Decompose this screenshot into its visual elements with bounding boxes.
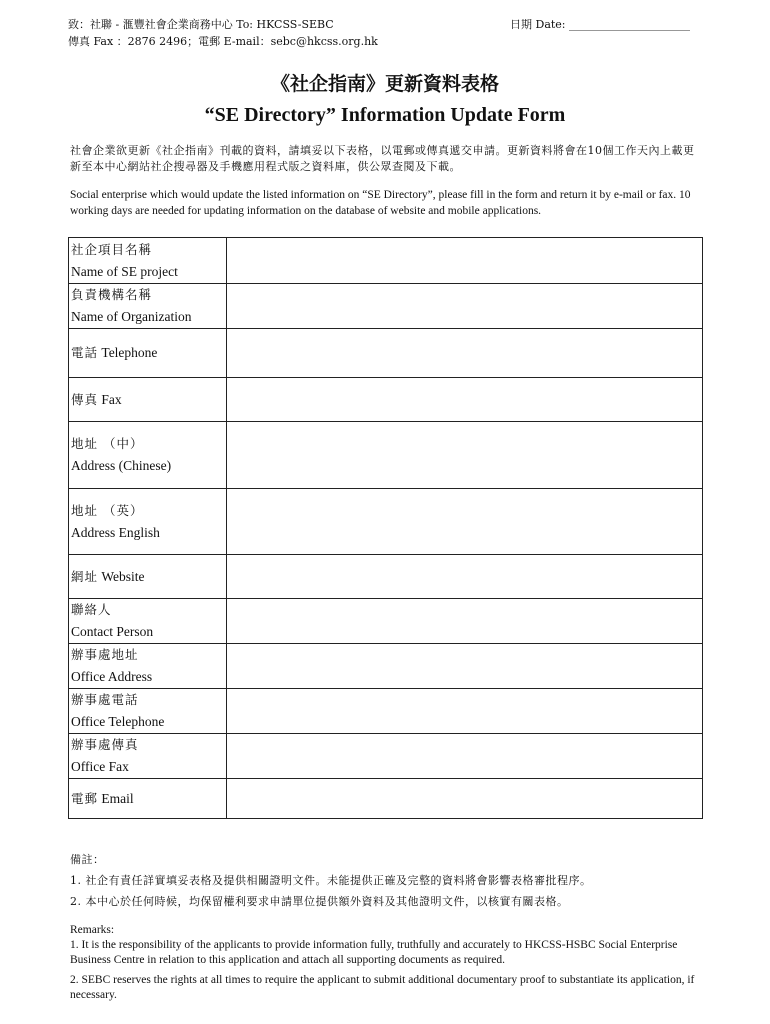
form-input-cell[interactable]	[227, 644, 703, 689]
form-row-office-telephone	[69, 689, 703, 734]
form-row-address-chinese	[69, 422, 703, 489]
label-zh: 辦事處傳真	[71, 737, 139, 752]
form-label	[69, 378, 227, 422]
form-label	[69, 734, 227, 779]
form-row-contact-person	[69, 599, 703, 644]
label-en: Address English	[71, 524, 160, 540]
form-input-cell[interactable]	[227, 238, 703, 284]
label-zh: 負責機構名稱	[71, 287, 153, 302]
form-label	[69, 422, 227, 489]
form-label	[69, 689, 227, 734]
label-en: Email	[101, 790, 134, 806]
label-zh: 電郵	[71, 790, 99, 806]
form-row-email	[69, 779, 703, 819]
label-en: Address (Chinese)	[71, 458, 172, 473]
remarks-item: 2. 本中心於任何時候，均保留權利要求申請單位提供額外資料及其他證明文件，以核實有關表格。	[70, 895, 569, 908]
label-en: Contact Person	[71, 624, 154, 639]
label-zh: 電話	[71, 345, 99, 360]
label-zh: 地址 （英）	[71, 502, 144, 518]
form-input-cell[interactable]	[227, 489, 703, 555]
form-label	[69, 238, 227, 284]
contact-line: 傳真 Fax ：2876 2496；電郵 E-mail：sebc@hkcss.org.hk	[68, 35, 378, 48]
label-en: Name of Organization	[71, 309, 192, 324]
form-row-organization	[69, 284, 703, 329]
remarks-heading-zh: 備註：	[70, 853, 105, 866]
recipient-line: 致：社聯 - 滙豐社會企業商務中心 To: HKCSS-SEBC	[68, 18, 334, 31]
form-label	[69, 284, 227, 329]
form-row-address-english	[69, 489, 703, 555]
form-input-cell[interactable]	[227, 689, 703, 734]
form-row-website	[69, 555, 703, 599]
label-en: Fax	[101, 391, 122, 407]
label-en: Office Address	[71, 669, 153, 684]
update-form-table	[68, 237, 703, 819]
label-zh: 傳真	[71, 391, 99, 407]
form-label	[69, 329, 227, 378]
label-zh: 辦事處電話	[71, 692, 139, 707]
label-zh: 辦事處地址	[71, 647, 139, 662]
form-input-cell[interactable]	[227, 284, 703, 329]
form-label	[69, 489, 227, 555]
label-en: Office Fax	[71, 759, 129, 774]
form-label	[69, 779, 227, 819]
label-zh: 地址 （中）	[71, 436, 144, 451]
label-en: Telephone	[101, 345, 158, 360]
intro-chinese: 社會企業欲更新《社企指南》刊載的資料，請填妥以下表格，以電郵或傳真遞交申請。更新資料將會在10個工作天內上載更新至本中心網站社企搜尋器及手機應用程式版之資料庫，供公眾查閱及下載。	[70, 144, 695, 173]
form-input-cell[interactable]	[227, 779, 703, 819]
remarks-heading-en: Remarks:	[70, 924, 115, 936]
form-input-cell[interactable]	[227, 329, 703, 378]
form-label	[69, 644, 227, 689]
label-en: Website	[101, 568, 145, 584]
form-label	[69, 555, 227, 599]
label-zh: 網址	[71, 568, 99, 584]
form-row-telephone	[69, 329, 703, 378]
remarks-item: 1. It is the responsibility of the applicants to provide information fully, truthfully and accurately to HKCSS-HSBC Social Enterprise Business Centre in relation to this application and attach all supporting documents as required.	[70, 939, 678, 966]
remarks-chinese	[70, 852, 702, 915]
remarks-english	[70, 923, 702, 1008]
label-zh: 聯絡人	[71, 602, 112, 617]
label-en: Office Telephone	[71, 714, 165, 729]
page-title-chinese: 《社企指南》更新資料表格	[270, 73, 499, 95]
form-input-cell[interactable]	[227, 422, 703, 489]
remarks-item: 2. SEBC reserves the rights at all times to require the applicant to submit additional documentary proof to substantiate its application, if necessary.	[70, 974, 695, 1001]
label-en: Name of SE project	[71, 263, 178, 279]
remarks-item: 1. 社企有責任詳實填妥表格及提供相關證明文件。未能提供正確及完整的資料將會影響表格審批程序。	[70, 874, 592, 887]
form-input-cell[interactable]	[227, 555, 703, 599]
form-row-se-project	[69, 238, 703, 284]
form-row-office-fax	[69, 734, 703, 779]
intro-english: Social enterprise which would update the listed information on “SE Directory”, please fill in the form and return it by e-mail or fax. 10 working days are needed for updating information on the database of website and mobile applications.	[70, 189, 691, 217]
form-input-cell[interactable]	[227, 734, 703, 779]
form-row-fax	[69, 378, 703, 422]
form-label	[69, 599, 227, 644]
form-row-office-address	[69, 644, 703, 689]
form-input-cell[interactable]	[227, 378, 703, 422]
label-zh: 社企項目名稱	[71, 241, 153, 257]
form-input-cell[interactable]	[227, 599, 703, 644]
date-field[interactable]: 日期 Date: ______________________	[510, 18, 691, 31]
page-title-english: “SE Directory” Information Update Form	[204, 104, 566, 126]
